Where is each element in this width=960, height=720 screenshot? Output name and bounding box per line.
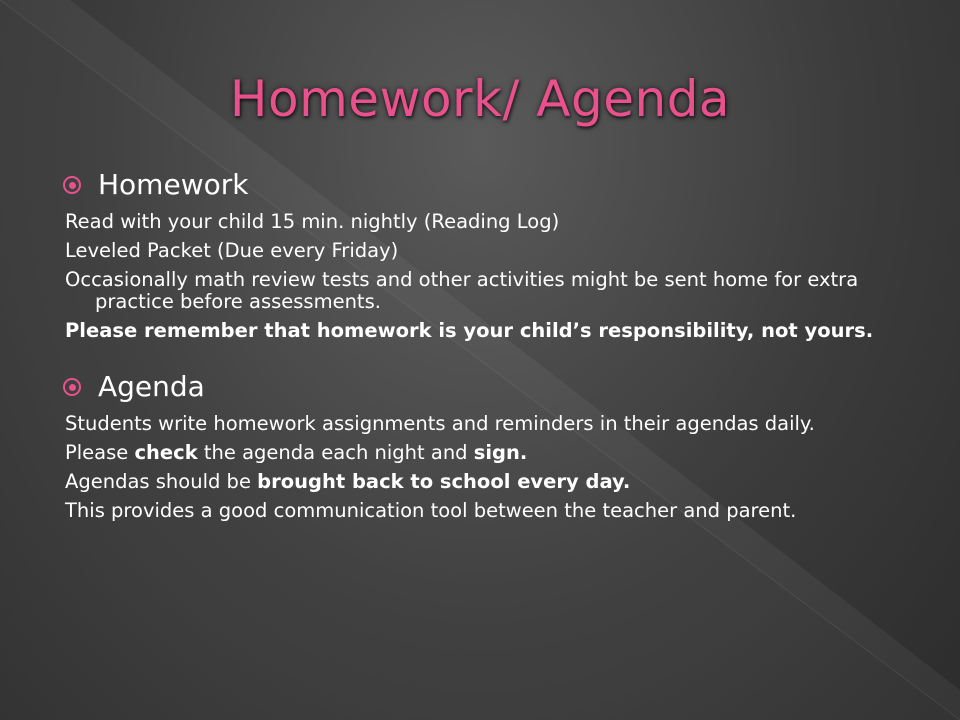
homework-line: Leveled Packet (Due every Friday) <box>65 239 399 262</box>
homework-line: Occasionally math review tests and other activities might be sent home for extra practice before assessments. <box>65 268 859 313</box>
agenda-line: Students write homework assignments and reminders in their agendas daily. <box>65 412 815 435</box>
emphasis: check <box>134 441 198 464</box>
section-heading-homework <box>63 166 905 204</box>
section-heading-label: Agenda <box>98 370 205 403</box>
bullet-icon <box>63 378 81 396</box>
agenda-line: Agendas should be brought back to school every day. <box>65 470 631 493</box>
emphasis: brought back to school every day. <box>257 470 631 493</box>
slide-title: Homework/ Agenda <box>229 70 731 128</box>
bullet-icon <box>63 176 81 194</box>
emphasis: sign. <box>473 441 528 464</box>
section-heading-agenda <box>63 368 905 406</box>
agenda-line: Please check the agenda each night and sign. <box>65 441 528 464</box>
section-heading-label: Homework <box>98 168 249 201</box>
agenda-line: This provides a good communication tool between the teacher and parent. <box>65 499 797 522</box>
slide-body <box>65 166 905 522</box>
homework-reminder: Please remember that homework is your child’s responsibility, not yours. <box>65 319 874 342</box>
homework-line: Read with your child 15 min. nightly (Reading Log) <box>65 210 560 233</box>
